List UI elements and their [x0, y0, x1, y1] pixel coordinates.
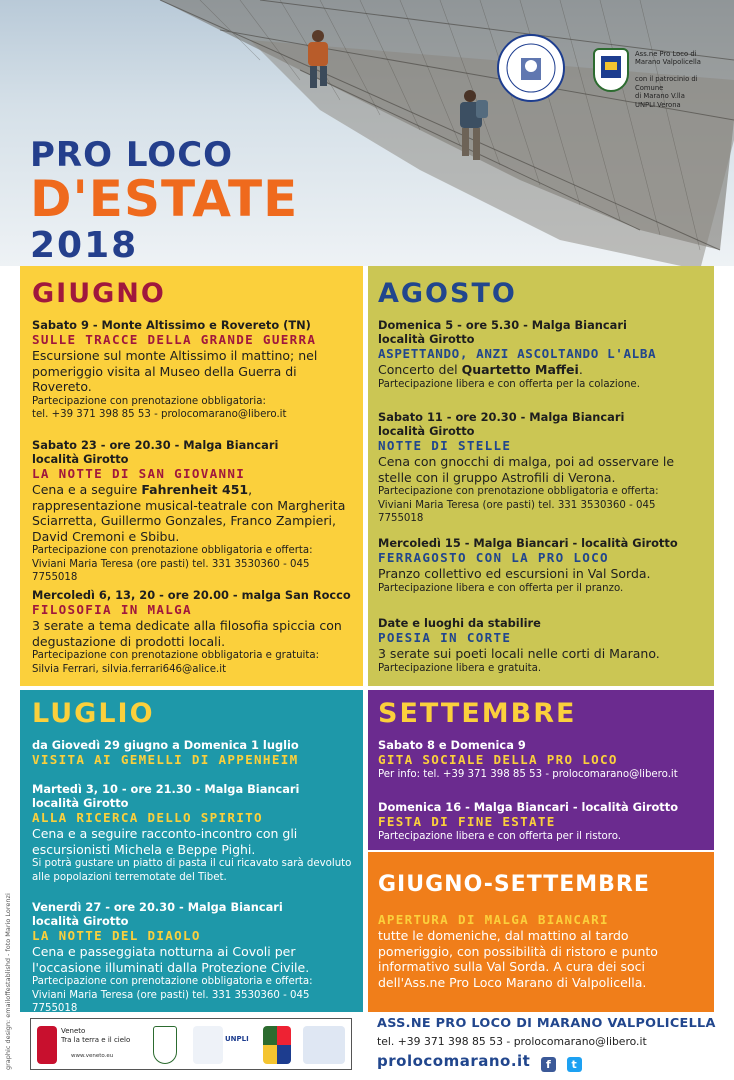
event-desc: Escursione sul monte Altissimo il mattino; nel pomeriggio visita al Museo della Guerra di Rovereto. — [32, 348, 318, 394]
event-desc: Cena e a seguire racconto-incontro con gli escursionisti Michela e Beppe Pighi. — [32, 826, 298, 857]
event-agosto-2 — [378, 410, 704, 526]
settembre-panel — [368, 690, 714, 850]
event-title: POESIA IN CORTE — [378, 630, 512, 645]
twitter-icon[interactable]: t — [567, 1057, 582, 1072]
event-date: Domenica 16 - Malga Biancari - località Girotto — [378, 800, 679, 814]
event-note: Partecipazione con prenotazione obbligatoria e offerta: Viviani Maria Teresa (ore pasti) tel. 331 3530360 - 045 7755018 — [32, 976, 313, 1014]
event-settembre-2 — [378, 800, 704, 844]
event-date: Sabato 9 - Monte Altissimo e Rovereto (TN) — [32, 318, 311, 332]
veneto-logo-text: Veneto Tra la terra e il cielo — [61, 1027, 131, 1044]
event-luglio-1 — [32, 738, 353, 768]
event-date: Domenica 5 - ore 5.30 - Malga Biancari località Girotto — [378, 318, 627, 346]
event-desc: Pranzo collettivo ed escursioni in Val Sorda. — [378, 566, 651, 581]
regional-logo-icon — [263, 1026, 291, 1064]
top-logos — [485, 30, 725, 110]
unpli-logo-text: UNPLI — [225, 1035, 249, 1043]
event-note: Per info: tel. +39 371 398 85 53 - prolocomarano@libero.it — [378, 769, 678, 780]
event-title: GITA SOCIALE DELLA PRO LOCO — [378, 752, 618, 767]
event-date: Date e luoghi da stabilire — [378, 616, 541, 630]
event-date: Sabato 11 - ore 20.30 - Malga Biancari località Girotto — [378, 410, 625, 438]
event-luglio-2 — [32, 782, 353, 884]
event-title: VISITA AI GEMELLI DI APPENHEIM — [32, 752, 299, 767]
event-date: Mercoledì 6, 13, 20 - ore 20.00 - malga San Rocco — [32, 588, 351, 602]
event-note: Partecipazione libera e gratuita. — [378, 662, 542, 674]
event-desc: Cena e a seguire Fahrenheit 451, rappresentazione musical-teatrale con Margherita Sciarretta, Guillermo Gonzales, Franco Zampieri, David Cremoni e Sbibu. — [32, 482, 346, 544]
event-note: Partecipazione libera e con offerta per il ristoro. — [378, 831, 622, 842]
luglio-panel — [20, 690, 363, 1012]
event-date: Martedì 3, 10 - ore 21.30 - Malga Biancari località Girotto — [32, 782, 300, 810]
event-luglio-3 — [32, 900, 353, 1016]
event-giugno-3 — [32, 588, 353, 676]
event-desc: Cena con gnocchi di malga, poi ad osservare le stelle con il gruppo Astrofili di Verona. — [378, 454, 675, 485]
month-heading-giugno-settembre: GIUGNO-SETTEMBRE — [378, 872, 650, 897]
event-desc: Cena e passeggiata notturna ai Covoli per l'occasione illuminati dalla Protezione Civile. — [32, 944, 310, 975]
event-date: da Giovedì 29 giugno a Domenica 1 luglio — [32, 738, 299, 752]
event-date: Sabato 23 - ore 20.30 - Malga Biancari località Girotto — [32, 438, 279, 466]
event-date: Mercoledì 15 - Malga Biancari - località Girotto — [378, 536, 678, 550]
agosto-panel — [368, 266, 714, 686]
event-title: LA NOTTE DEL DIAOLO — [32, 928, 201, 943]
photo-credit: graphic design: emailoffestablishd - foto Mario Lorenzi — [4, 893, 12, 1070]
giugno-settembre-panel — [368, 852, 714, 1012]
poster-title — [30, 135, 299, 266]
comune-shield-icon — [153, 1026, 177, 1064]
footer — [0, 1012, 734, 1080]
event-title: APERTURA DI MALGA BIANCARI — [378, 912, 609, 927]
event-title: FILOSOFIA IN MALGA — [32, 602, 192, 617]
event-settembre-1 — [378, 738, 704, 782]
month-heading-agosto: AGOSTO — [378, 278, 517, 309]
event-title: SULLE TRACCE DELLA GRANDE GUERRA — [32, 332, 317, 347]
event-title: ALLA RICERCA DELLO SPIRITO — [32, 810, 263, 825]
organizer-website — [377, 1052, 717, 1072]
event-desc: Concerto del Quartetto Maffei. — [378, 362, 583, 377]
veneto-url: www.veneto.eu — [71, 1053, 114, 1059]
event-note: Si potrà gustare un piatto di pasta il cui ricavato sarà devoluto alle popolazioni terremotate del Tibet. — [32, 858, 352, 883]
organizer-contact: tel. +39 371 398 85 53 - prolocomarano@libero.it — [377, 1035, 647, 1048]
event-giugno-1 — [32, 318, 353, 422]
event-note: Partecipazione libera e con offerta per il pranzo. — [378, 582, 624, 594]
proloco-logo-icon — [193, 1026, 223, 1064]
event-desc: tutte le domeniche, dal mattino al tardo pomeriggio, con possibilità di ristoro e punto informativo sulla Val Sorda. A cura dei soci dell'Ass.ne Pro Loco Marano di Valpolicella. — [378, 928, 658, 990]
comune-coat-of-arms-icon — [593, 48, 629, 92]
hero-photo — [0, 0, 734, 266]
event-title: FESTA DI FINE ESTATE — [378, 814, 556, 829]
event-giugno-2 — [32, 438, 353, 585]
title-year: 2018 — [30, 225, 139, 266]
facebook-icon[interactable]: f — [541, 1057, 556, 1072]
event-note: Partecipazione libera e con offerta per la colazione. — [378, 378, 640, 390]
month-heading-settembre: SETTEMBRE — [378, 698, 577, 729]
patronage-text: Ass.ne Pro Loco di Marano Valpolicella con il patrocinio di Comune di Marano V.lla UNPLI Verona — [635, 50, 701, 109]
event-title: LA NOTTE DI SAN GIOVANNI — [32, 466, 246, 481]
event-title: ASPETTANDO, ANZI ASCOLTANDO L'ALBA — [378, 346, 657, 361]
pro-loco-seal-icon — [497, 34, 565, 102]
event-agosto-3 — [378, 536, 704, 595]
sponsor-logos — [30, 1018, 352, 1070]
event-desc: 3 serate sui poeti locali nelle corti di Marano. — [378, 646, 660, 661]
event-malga-biancari — [378, 912, 704, 990]
event-agosto-4 — [378, 616, 704, 675]
event-title: NOTTE DI STELLE — [378, 438, 512, 453]
event-agosto-1 — [378, 318, 704, 391]
partner-logo-icon — [303, 1026, 345, 1064]
title-line-1: PRO LOCO — [30, 135, 234, 175]
event-note: Partecipazione con prenotazione obbligatoria e gratuita: Silvia Ferrari, silvia.ferrari646@alice.it — [32, 650, 320, 675]
veneto-lion-icon — [37, 1026, 57, 1064]
event-note: Partecipazione con prenotazione obbligatoria e offerta: Viviani Maria Teresa (ore pasti) tel. 331 3530360 - 045 7755018 — [32, 545, 313, 583]
website-link[interactable]: prolocomarano.it — [377, 1052, 531, 1070]
giugno-panel — [20, 266, 363, 686]
title-line-2: D'ESTATE — [30, 170, 299, 228]
event-title: FERRAGOSTO CON LA PRO LOCO — [378, 550, 609, 565]
event-date: Venerdì 27 - ore 20.30 - Malga Biancari località Girotto — [32, 900, 283, 928]
month-heading-giugno: GIUGNO — [32, 278, 166, 309]
organizer-info — [377, 1016, 717, 1072]
event-note: Partecipazione con prenotazione obbligatoria: tel. +39 371 398 85 53 - prolocomarano@libero.it — [32, 395, 287, 420]
organizer-name: ASS.NE PRO LOCO DI MARANO VALPOLICELLA — [377, 1016, 716, 1031]
event-desc: 3 serate a tema dedicate alla filosofia spiccia con degustazione di prodotti locali. — [32, 618, 342, 649]
month-heading-luglio: LUGLIO — [32, 698, 155, 729]
event-note: Partecipazione con prenotazione obbligatoria e offerta: Viviani Maria Teresa (ore pasti) tel. 331 3530360 - 045 7755018 — [378, 486, 659, 524]
event-date: Sabato 8 e Domenica 9 — [378, 738, 526, 752]
